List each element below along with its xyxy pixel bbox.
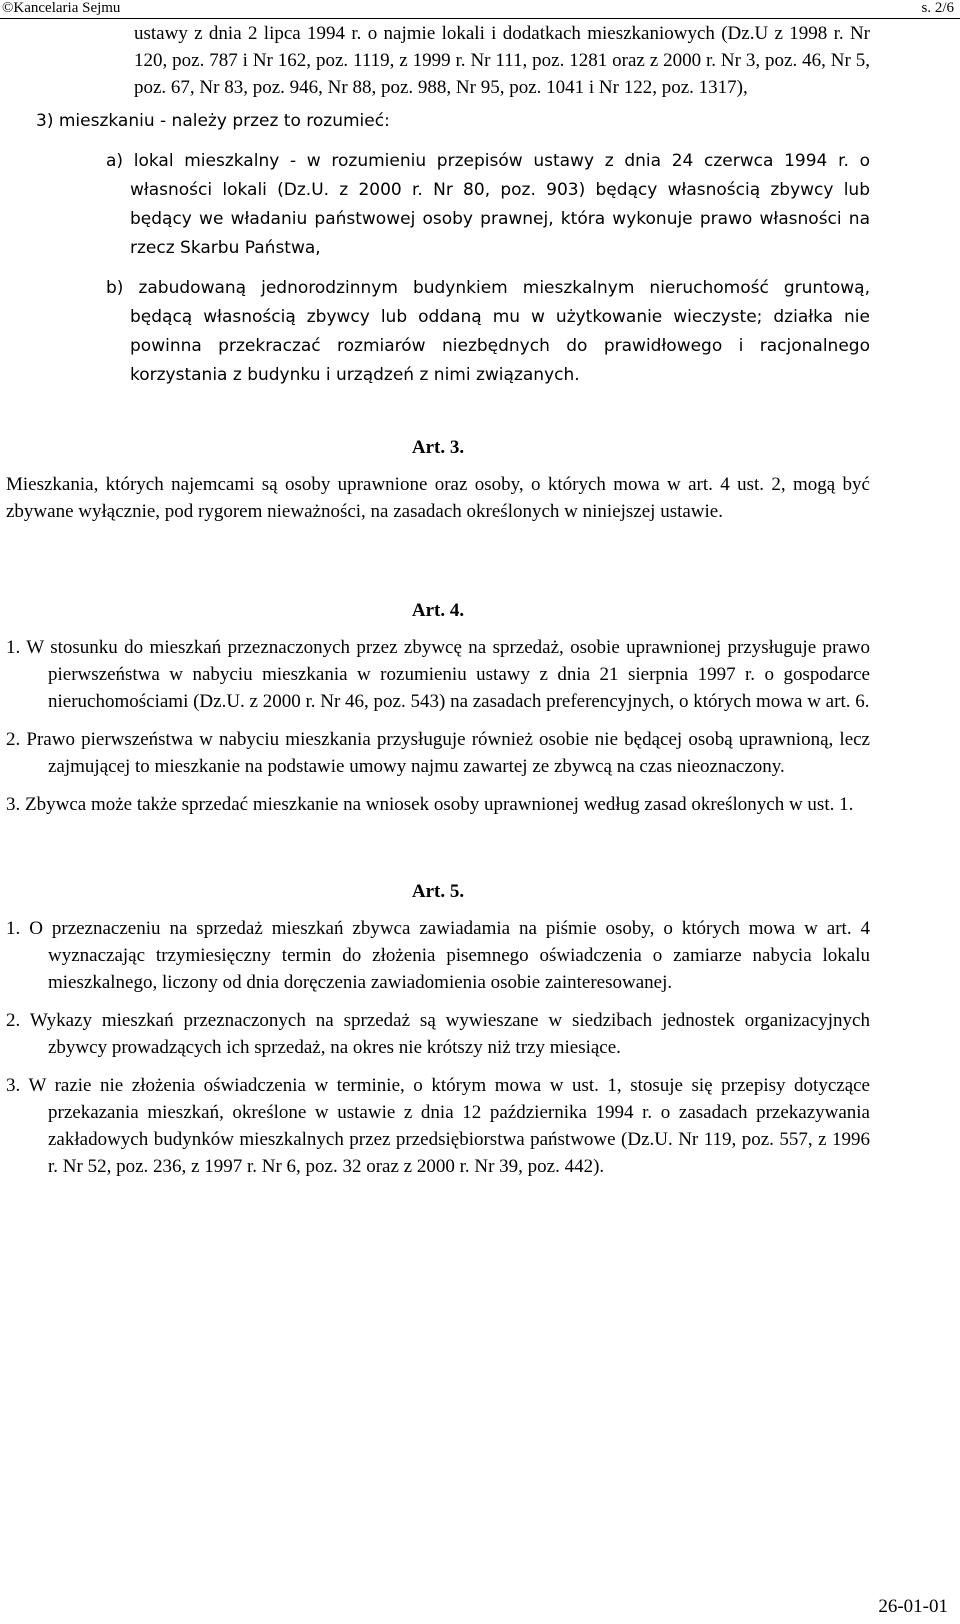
item-3b: b) zabudowaną jednorodzinnym budynkiem mieszkalnym nieruchomość gruntową, będącą własnością zbywcy lub oddaną mu w użytkowanie wieczyste; działka nie powinna przekraczać rozmiarów niezbędnych do prawidłowego i racjonalnego korzystania z budynku i urządzeń z nimi związanych. <box>106 278 870 385</box>
article-4-title: Art. 4. <box>411 600 465 621</box>
article-5-item <box>6 1072 870 1180</box>
page-footer-date: 26-01-01 <box>878 1596 948 1617</box>
page-header <box>0 0 960 19</box>
header-page-number: s. 2/6 <box>921 0 954 16</box>
item-text: O przeznaczeniu na sprzedaż mieszkań zbywca zawiadamia na piśmie osoby, o których mowa w art. 4 wyznaczając trzymiesięczny termin do złożenia pisemnego oświadczenia o zamiarze nabycia lokalu mieszkalnego, liczony od dnia doręczenia zawiadomienia osobie zainteresowanej. <box>29 918 871 993</box>
article-4-list <box>6 634 870 818</box>
item-text: W razie nie złożenia oświadczenia w terminie, o którym mowa w ust. 1, stosuje się przepisy dotyczące przekazania mieszkań, określone w ustawie z dnia 12 października 1994 r. o zasadach przekazywania zakładowych budynków mieszkalnych przez przedsiębiorstwa państwowe (Dz.U. Nr 119, poz. 557, z 1996 r. Nr 52, poz. 236, z 1997 r. Nr 6, poz. 32 oraz z 2000 r. Nr 39, poz. 442). <box>28 1075 870 1177</box>
document-body <box>6 20 870 1180</box>
article-4-item <box>6 726 870 780</box>
article-5-title: Art. 5. <box>411 881 465 902</box>
item-number: 1. <box>6 918 21 939</box>
item-number: 3. <box>6 1075 21 1096</box>
article-5-item <box>6 915 870 996</box>
article-4-item <box>6 634 870 715</box>
item-3-heading: 3) mieszkaniu - należy przez to rozumieć: <box>36 111 390 131</box>
item-number: 2. <box>6 729 21 750</box>
article-4-item <box>6 791 870 818</box>
article-5-item <box>6 1007 870 1061</box>
item-3a: a) lokal mieszkalny - w rozumieniu przepisów ustawy z dnia 24 czerwca 1994 r. o własności lokali (Dz.U. z 2000 r. Nr 80, poz. 903) będący własnością zbywcy lub będący we władaniu państwowej osoby prawnej, która wykonuje prawo własności na rzecz Skarbu Państwa, <box>106 151 870 258</box>
item-text: Prawo pierwszeństwa w nabyciu mieszkania przysługuje również osobie nie będącej osobą uprawnioną, lecz zajmującej to mieszkanie na podstawie umowy najmu zawartej ze zbywcą na czas nieoznaczony. <box>26 729 870 777</box>
continuation-paragraph: ustawy z dnia 2 lipca 1994 r. o najmie lokali i dodatkach mieszkaniowych (Dz.U z 1998 r. Nr 120, poz. 787 i Nr 162, poz. 1119, z 1999 r. Nr 111, poz. 1281 oraz z 2000 r. Nr 3, poz. 46, Nr 5, poz. 67, Nr 83, poz. 946, Nr 88, poz. 988, Nr 95, poz. 1041 i Nr 122, poz. 1317), <box>134 23 870 98</box>
item-text: Wykazy mieszkań przeznaczonych na sprzedaż są wywieszane w siedzibach jednostek organizacyjnych zbywcy prowadzących ich sprzedaż, na okres nie krótszy niż trzy miesiące. <box>29 1010 870 1058</box>
item-text: Zbywca może także sprzedać mieszkanie na wniosek osoby uprawnionej według zasad określonych w ust. 1. <box>25 794 854 815</box>
item-number: 3. <box>6 794 21 815</box>
item-text: W stosunku do mieszkań przeznaczonych przez zbywcę na sprzedaż, osobie uprawnionej przysługuje prawo pierwszeństwa w nabyciu mieszkania w rozumieniu ustawy z dnia 21 sierpnia 1997 r. o gospodarce nieruchomościami (Dz.U. z 2000 r. Nr 46, poz. 543) na zasadach preferencyjnych, o których mowa w art. 6. <box>26 637 870 712</box>
header-source: ©Kancelaria Sejmu <box>2 0 121 16</box>
article-3-title: Art. 3. <box>411 437 465 458</box>
item-number: 1. <box>6 637 21 658</box>
item-number: 2. <box>6 1010 21 1031</box>
article-5-list <box>6 915 870 1180</box>
article-3-text: Mieszkania, których najemcami są osoby uprawnione oraz osoby, o których mowa w art. 4 ust. 2, mogą być zbywane wyłącznie, pod rygorem nieważności, na zasadach określonych w niniejszej ustawie. <box>6 474 870 522</box>
